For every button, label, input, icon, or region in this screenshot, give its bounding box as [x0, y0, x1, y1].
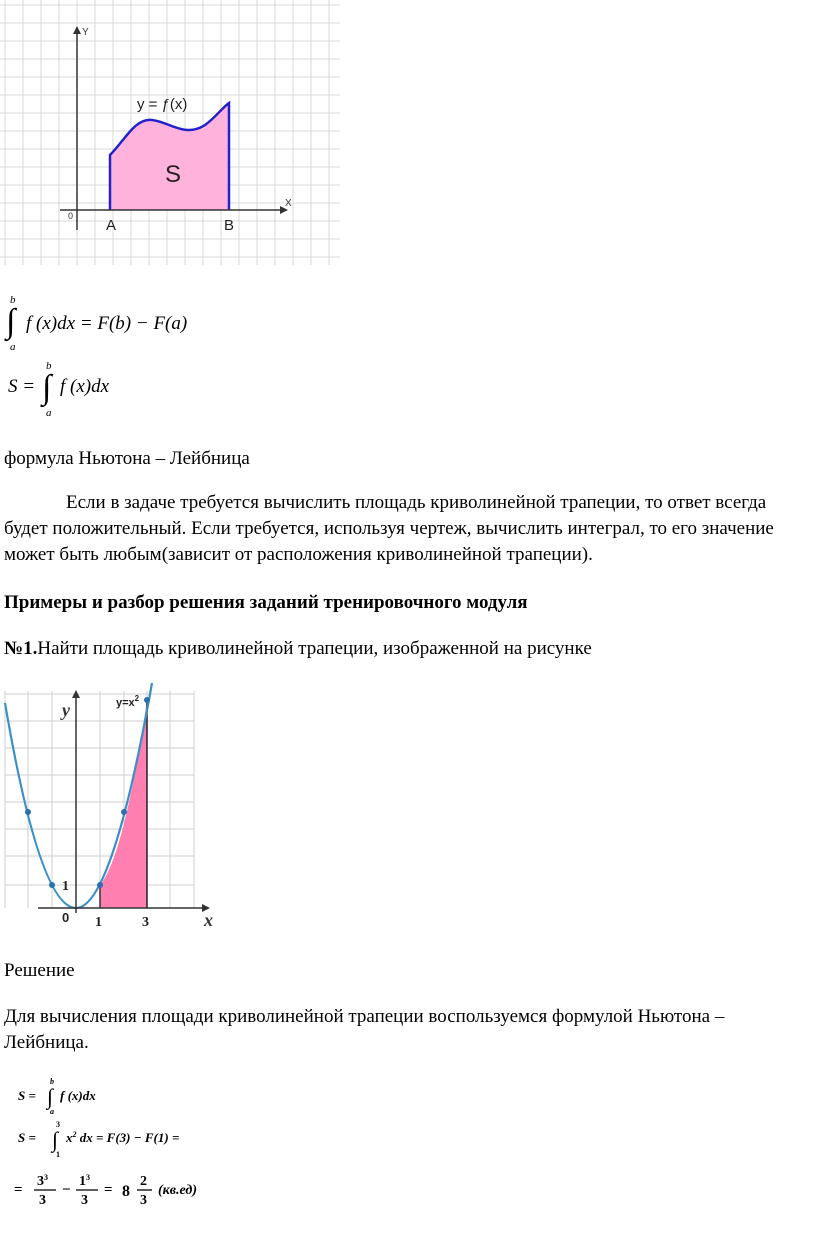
parabola-figure: [0, 678, 230, 938]
y-axis-arrow: [73, 26, 81, 34]
minus-sign: −: [62, 1182, 71, 1198]
fraction-2-numerator: $1^3$: [79, 1173, 90, 1189]
solution-formulas: [0, 1072, 260, 1212]
integral-lower-limit: a: [50, 1107, 54, 1116]
newton-leibniz-formulas: [0, 290, 240, 420]
solution-text: Для вычисления площади криволинейной трапеции воспользуемся формулой Ньютона – Лейбница.: [4, 1006, 725, 1053]
equals-sign: =: [104, 1182, 113, 1198]
integral-sign: ∫: [47, 1084, 54, 1109]
function-label: $y=x^2$: [116, 694, 140, 709]
grid: [5, 691, 194, 908]
fraction-1-numerator: $3^3$: [37, 1173, 48, 1189]
integral-lower-limit: a: [46, 407, 52, 419]
y-axis-label: y: [62, 700, 70, 720]
curve-point: [144, 697, 150, 703]
area-symbol: S =: [18, 1130, 36, 1145]
integral-sign: ∫: [6, 303, 16, 340]
formula-area: f (x)dx: [60, 376, 110, 397]
formula-name: формула Ньютона – Лейбница: [4, 448, 250, 469]
curve-point: [25, 809, 31, 815]
solution-heading: Решение: [4, 960, 75, 981]
x-tick-1: 1: [95, 915, 102, 930]
integral-upper-limit: 3: [56, 1120, 60, 1129]
result-whole: 8: [122, 1183, 130, 1200]
x-tick-3: 3: [142, 915, 149, 930]
formula-line-1: f (x)dx: [60, 1088, 96, 1103]
fraction-2-denominator: 3: [81, 1193, 88, 1208]
origin-label: 0: [68, 211, 74, 221]
function-label: y = ƒ(x): [137, 96, 188, 113]
origin-label: 0: [62, 910, 70, 925]
curve-point: [97, 882, 103, 888]
task-text: Найти площадь криволинейной трапеции, изображенной на рисунке: [37, 638, 592, 659]
result-fraction-numerator: 2: [140, 1174, 147, 1189]
integral-sign: ∫: [52, 1127, 59, 1152]
point-b-label: B: [224, 217, 235, 234]
formula-newton-leibniz: f (x)dx = F(b) − F(a): [26, 313, 188, 334]
trapezoid-figure: [0, 0, 345, 270]
point-a-label: A: [106, 217, 117, 234]
x-axis-label: x: [204, 910, 213, 930]
integral-sign: ∫: [42, 369, 52, 406]
integral-upper-limit: b: [46, 360, 52, 372]
integral-upper-limit: b: [50, 1077, 54, 1086]
area-symbol: S =: [8, 376, 36, 397]
area-label: S: [165, 161, 182, 188]
result-fraction-denominator: 3: [140, 1193, 147, 1208]
integral-lower-limit: 1: [56, 1150, 60, 1159]
paragraph-explanation: Если в задаче требуется вычислить площадь криволинейной трапеции, то ответ всегда будет положительный. Если требуется, используя чертеж, вычислить интеграл, то его значение может быть любым(зависит от расположения криволинейной трапеции).: [4, 492, 774, 565]
y-tick-1: 1: [62, 879, 69, 894]
fraction-1-denominator: 3: [39, 1193, 46, 1208]
integral-lower-limit: a: [10, 341, 16, 353]
formula-line-2: $x^2$ dx = F(3) − F(1) =: [66, 1130, 180, 1145]
result-unit: (кв.ед): [158, 1183, 197, 1198]
task-statement: [4, 636, 810, 662]
area-symbol: S =: [18, 1088, 36, 1103]
y-axis-label: Y: [82, 27, 89, 38]
task-number: №1.: [4, 638, 38, 659]
section-heading: Примеры и разбор решения заданий тренировочного модуля: [4, 592, 528, 613]
integral-upper-limit: b: [10, 294, 16, 306]
equals-sign: =: [14, 1182, 23, 1198]
curve-point: [121, 809, 127, 815]
x-axis-label: X: [285, 198, 292, 209]
curve-point: [49, 882, 55, 888]
